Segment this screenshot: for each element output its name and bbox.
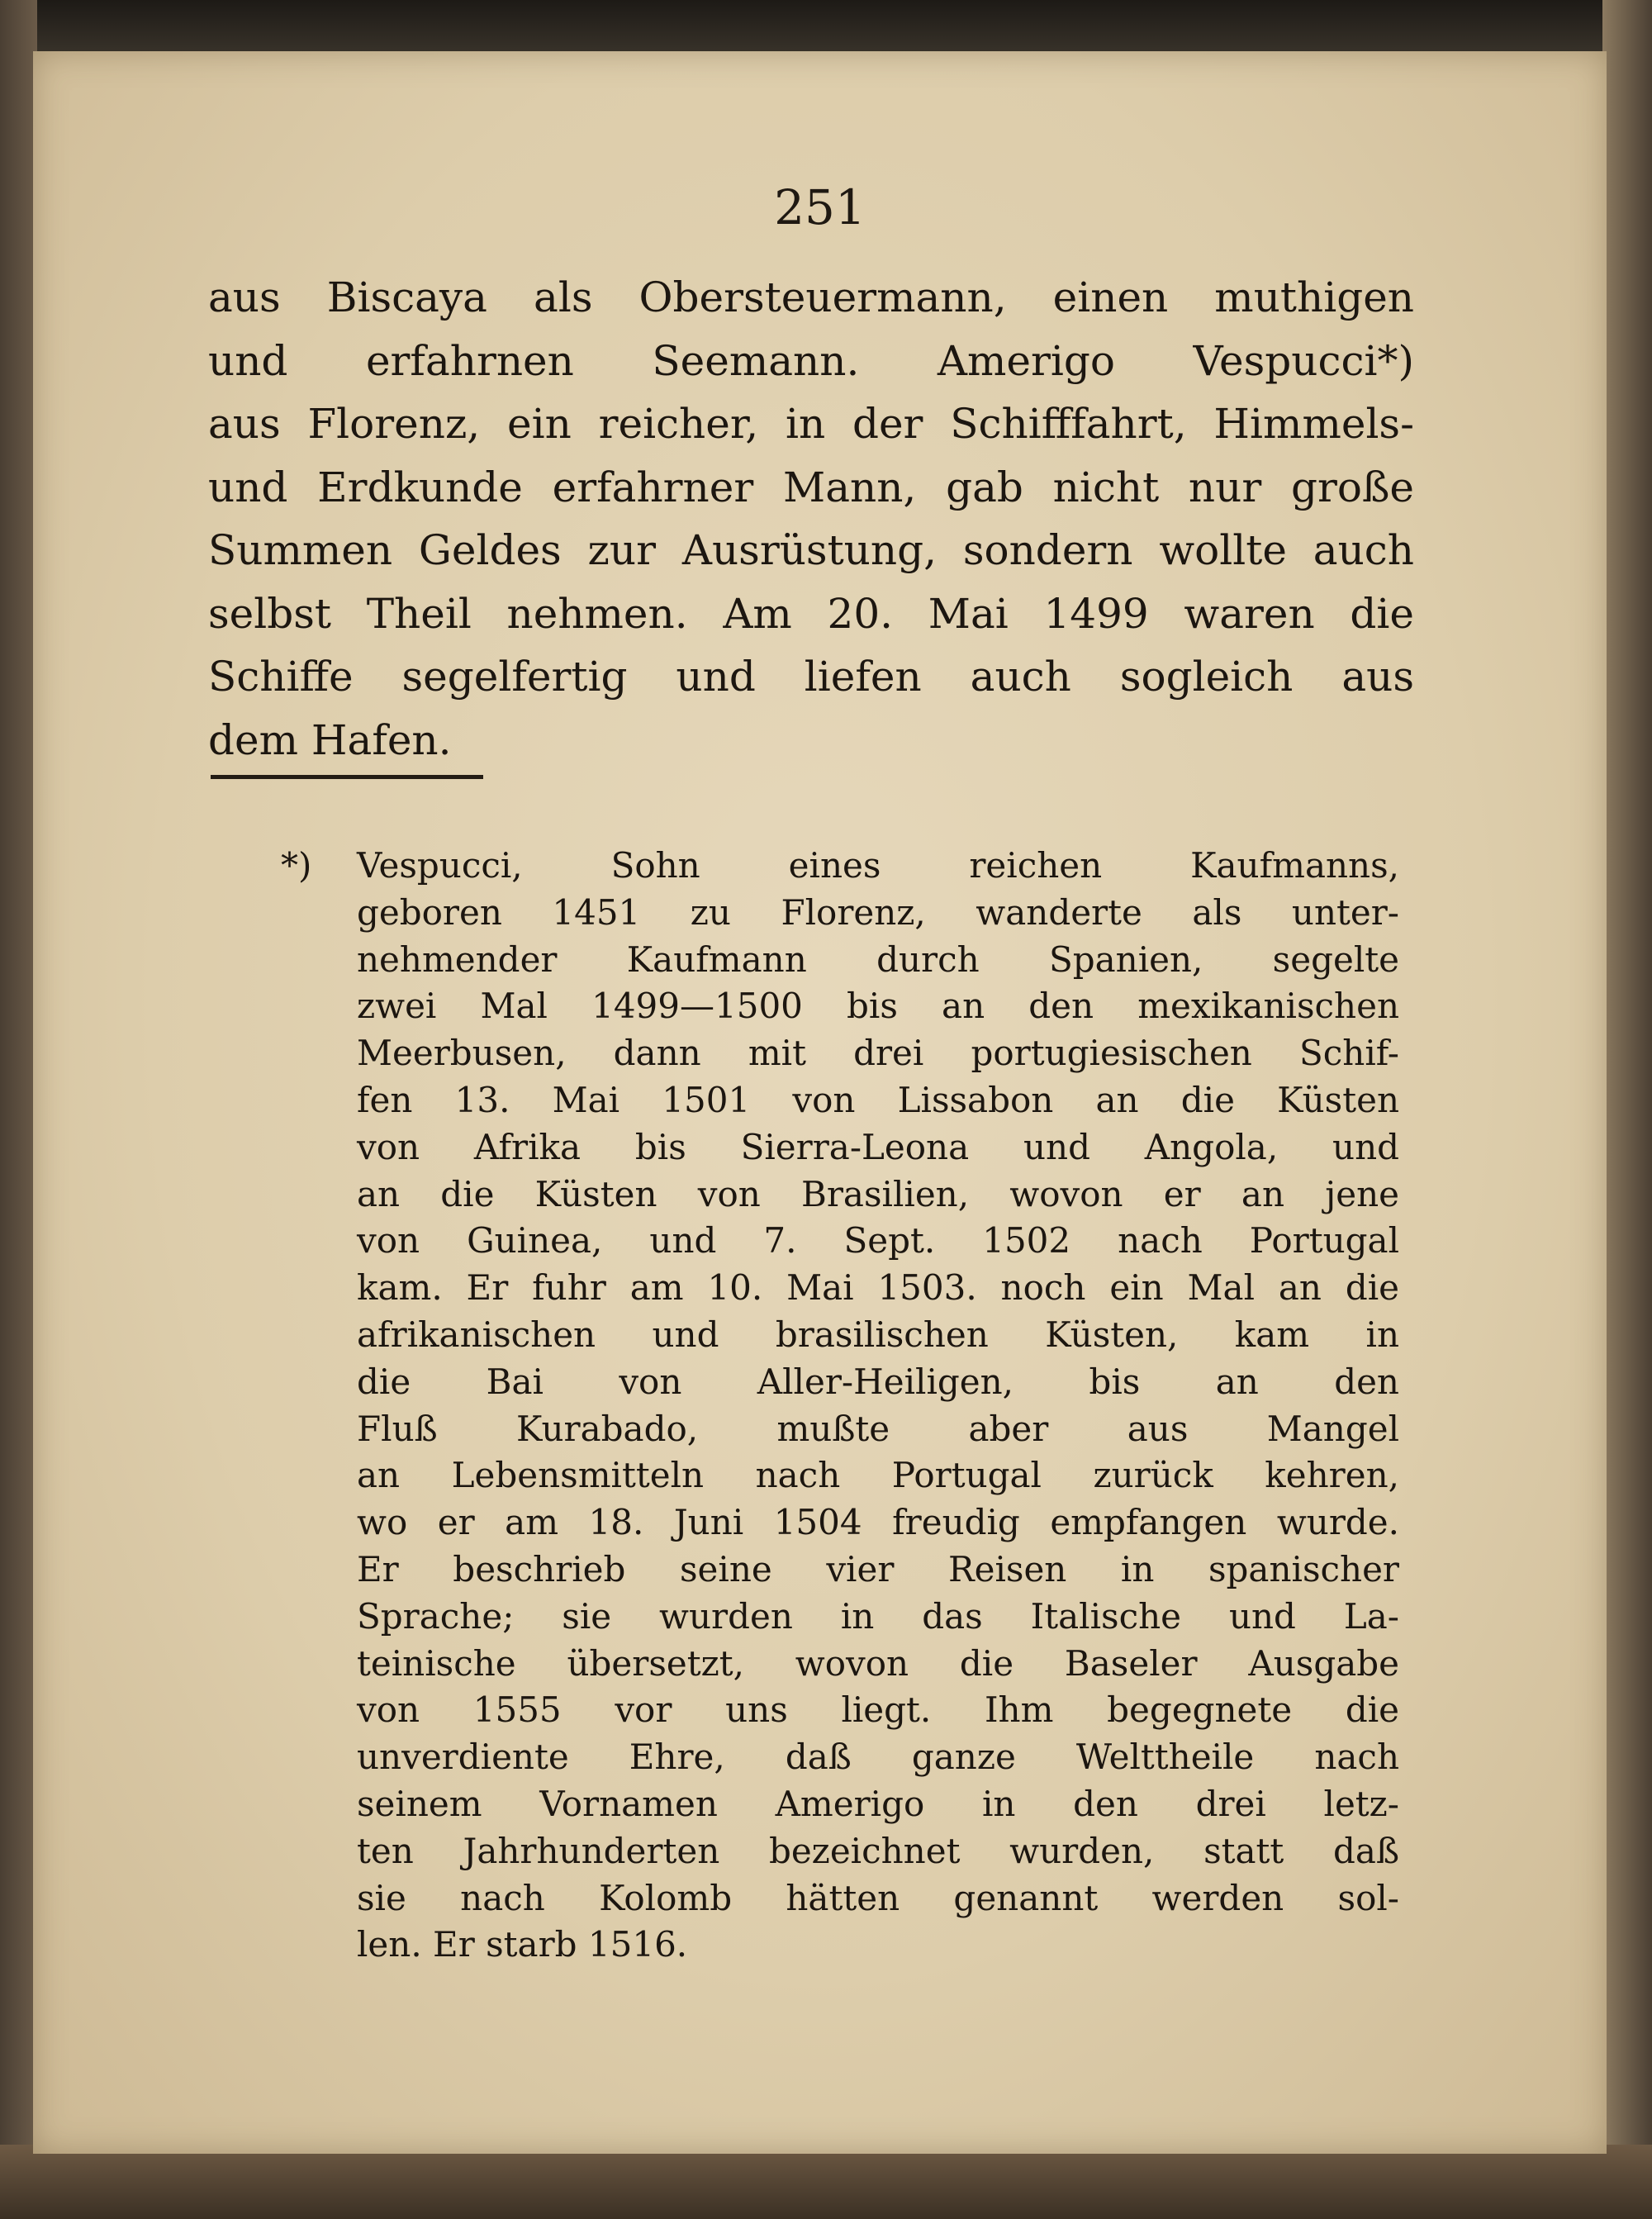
footnote-line: wo er am 18. Juni 1504 freudig empfangen wurde. — [357, 1502, 1399, 1543]
footnote-line: len. Er starb 1516. — [357, 1924, 688, 1965]
footnote-line: sie nach Kolomb hätten genannt werden sol- — [357, 1877, 1399, 1918]
book-edge-left — [0, 0, 37, 2219]
footnote-line: seinem Vornamen Amerigo in den drei letz- — [357, 1783, 1399, 1824]
footnote-line: unverdiente Ehre, daß ganze Welttheile nach — [357, 1737, 1399, 1778]
footnote-line: zwei Mal 1499—1500 bis an den mexikanischen — [357, 986, 1399, 1027]
paper-page — [33, 51, 1607, 2154]
main-text-line: Schiffe segelfertig und liefen auch sogleich aus — [208, 653, 1414, 701]
footnote-line: Sprache; sie wurden in das Italische und La- — [357, 1595, 1399, 1637]
footnote-line: ten Jahrhunderten bezeichnet wurden, statt daß — [357, 1830, 1399, 1871]
footnote-line: teinische übersetzt, wovon die Baseler Ausgabe — [357, 1642, 1399, 1684]
footnote-line: Er beschrieb seine vier Reisen in spanischer — [357, 1548, 1399, 1589]
footnote-line: afrikanischen und brasilischen Küsten, kam in — [357, 1314, 1399, 1355]
footnote-line: fen 13. Mai 1501 von Lissabon an die Küsten — [357, 1079, 1399, 1120]
footnote-line: Meerbusen, dann mit drei portugiesischen Schif- — [357, 1033, 1399, 1074]
footnote-line: geboren 1451 zu Florenz, wanderte als unter- — [357, 891, 1399, 933]
main-text-line: aus Biscaya als Obersteuermann, einen muthigen — [208, 273, 1414, 321]
footnote-line: an die Küsten von Brasilien, wovon er an jene — [357, 1173, 1399, 1214]
footnote-line: Fluß Kurabado, mußte aber aus Mangel — [357, 1408, 1399, 1449]
footnote-line: an Lebensmitteln nach Portugal zurück kehren, — [357, 1455, 1399, 1496]
footnote-line: nehmender Kaufmann durch Spanien, segelte — [357, 938, 1399, 980]
book-edge-bottom — [0, 2145, 1652, 2219]
main-text-line: Summen Geldes zur Ausrüstung, sondern wollte auch — [208, 526, 1414, 574]
page-number: 251 — [774, 179, 866, 235]
footnote-text-block — [357, 843, 1399, 1969]
footnote-line: von Guinea, und 7. Sept. 1502 nach Portugal — [357, 1220, 1399, 1262]
footnote-marker: *) — [281, 845, 312, 886]
footnote-line: Vespucci, Sohn eines reichen Kaufmanns, — [357, 845, 1399, 886]
footnote-line: von Afrika bis Sierra-Leona und Angola, und — [357, 1126, 1399, 1167]
footnote-line: die Bai von Aller-Heiligen, bis an den — [357, 1361, 1399, 1402]
main-text-line: und erfahrnen Seemann. Amerigo Vespucci*) — [208, 336, 1414, 385]
book-edge-right — [1602, 0, 1652, 2219]
main-text-line: dem Hafen. — [208, 715, 452, 764]
main-text-line: selbst Theil nehmen. Am 20. Mai 1499 waren die — [208, 589, 1414, 638]
footnote-divider — [211, 775, 483, 779]
main-text-line: aus Florenz, ein reicher, in der Schifffahrt, Himmels- — [208, 400, 1414, 448]
book-edge-top — [0, 0, 1652, 58]
footnote-line: kam. Er fuhr am 10. Mai 1503. noch ein Mal an die — [357, 1267, 1399, 1309]
footnote-line: von 1555 vor uns liegt. Ihm begegnete die — [357, 1689, 1399, 1731]
main-text-block — [208, 266, 1414, 772]
main-text-line: und Erdkunde erfahrner Mann, gab nicht nur große — [208, 463, 1414, 511]
